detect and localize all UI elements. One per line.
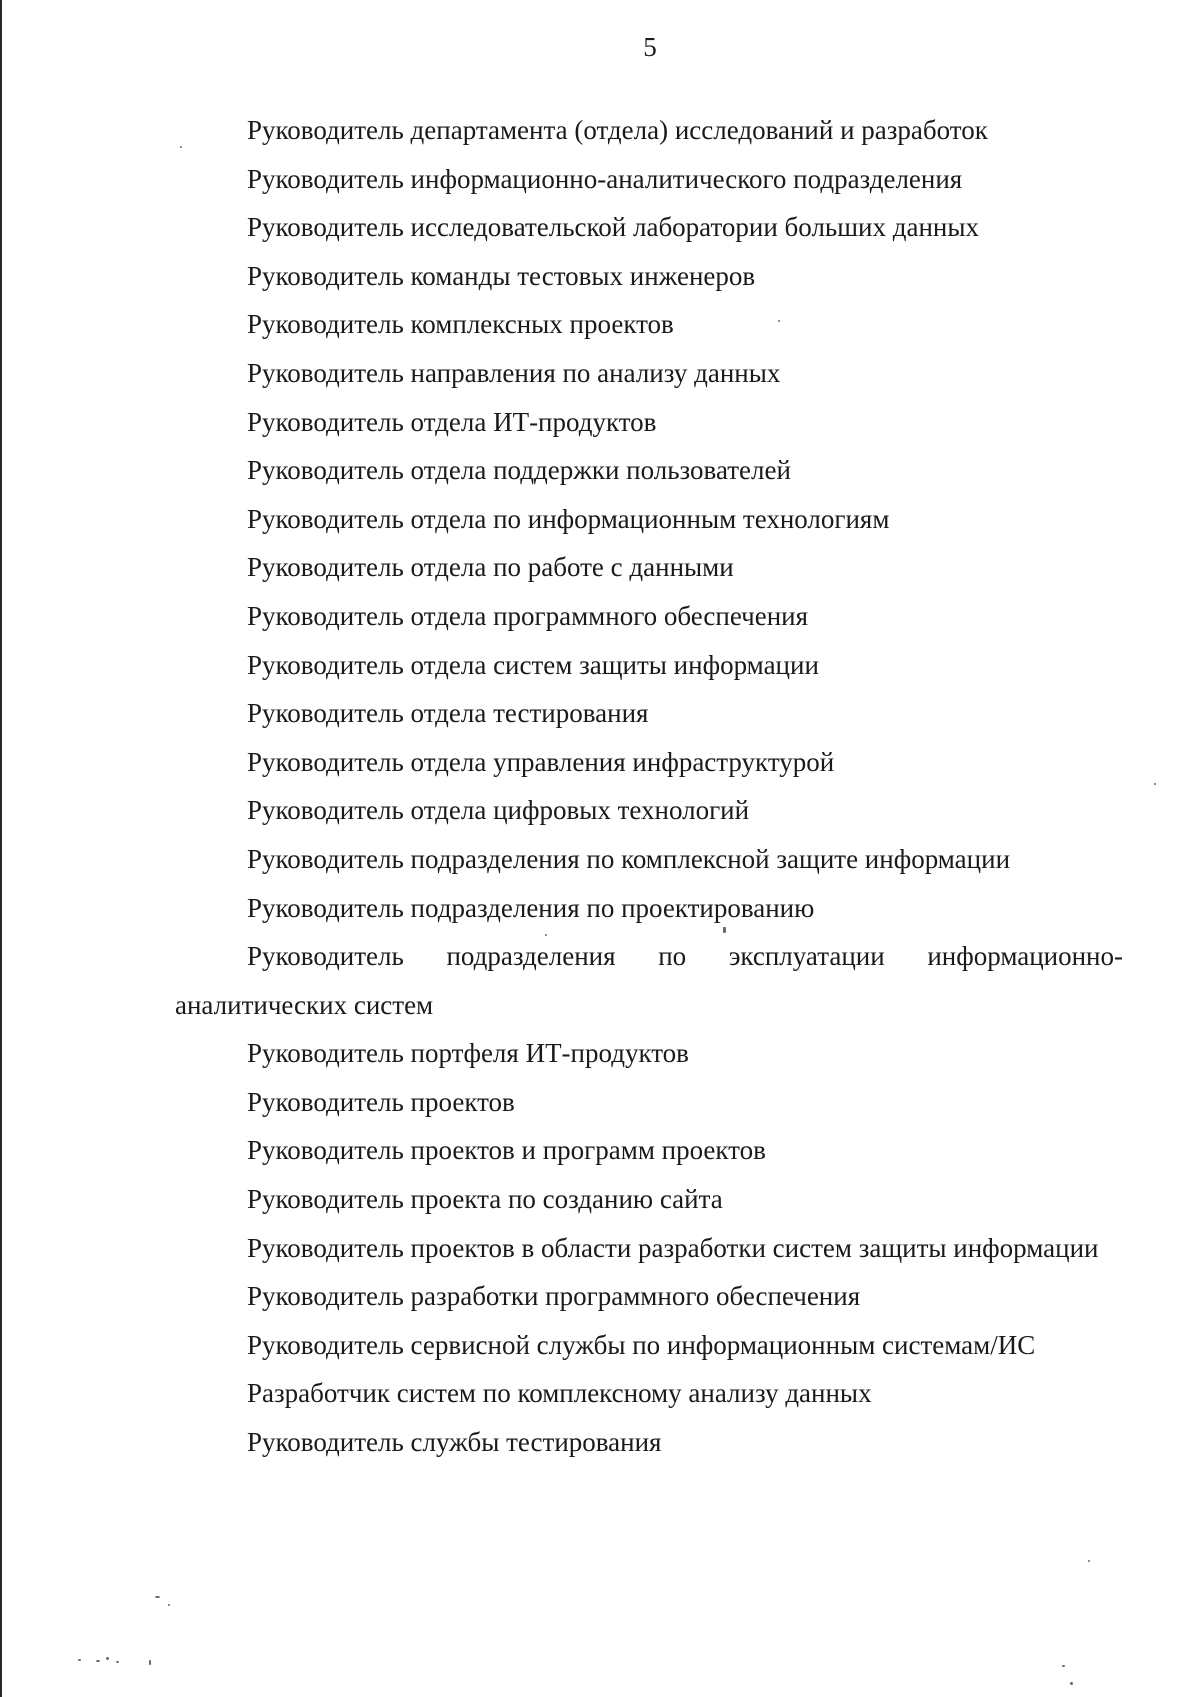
scan-speck xyxy=(1062,1665,1065,1667)
scan-speck xyxy=(168,1604,170,1606)
list-item: Руководитель отдела по информационным технологиям xyxy=(247,503,890,534)
scan-speck xyxy=(78,1659,81,1661)
list-item: Руководитель команды тестовых инженеров xyxy=(247,260,756,291)
list-item: Руководитель портфеля ИТ-продуктов xyxy=(247,1038,689,1069)
list-item: Руководитель проекта по созданию сайта xyxy=(247,1184,723,1215)
list-item: Руководитель подразделения по эксплуатации информационно-аналитических систем xyxy=(175,941,1123,1020)
list-item: Руководитель отдела программного обеспечения xyxy=(247,600,809,631)
scan-speck xyxy=(778,320,780,322)
scan-speck xyxy=(723,927,726,933)
position-list xyxy=(175,106,1123,1467)
list-item: Руководитель сервисной службы по информационным системам/ИС xyxy=(247,1329,1036,1360)
scan-speck xyxy=(545,934,547,936)
list-item: Руководитель отдела цифровых технологий xyxy=(247,795,750,826)
scan-speck xyxy=(1154,783,1156,785)
scan-speck xyxy=(116,1661,119,1663)
scan-speck xyxy=(96,1660,100,1662)
list-item: Руководитель отдела по работе с данными xyxy=(247,552,734,583)
list-item: Руководитель отдела управления инфраструктурой xyxy=(247,746,835,777)
scan-speck xyxy=(180,146,182,148)
list-item: Руководитель разработки программного обеспечения xyxy=(247,1281,861,1312)
scan-speck xyxy=(149,1660,151,1665)
list-item: Руководитель отдела ИТ-продуктов xyxy=(247,406,657,437)
list-item: Руководитель подразделения по проектированию xyxy=(247,892,815,923)
list-item: Разработчик систем по комплексному анализу данных xyxy=(247,1378,872,1409)
list-item: Руководитель комплексных проектов xyxy=(247,309,674,340)
page-number: 5 xyxy=(643,32,657,62)
list-item: Руководитель информационно-аналитического подразделения xyxy=(247,163,963,194)
scan-speck xyxy=(1070,1682,1073,1685)
list-item: Руководитель службы тестирования xyxy=(247,1427,662,1458)
list-item: Руководитель проектов xyxy=(247,1086,515,1117)
list-item: Руководитель проектов в области разработки систем защиты информации xyxy=(247,1232,1099,1263)
list-item: Руководитель исследовательской лаборатории больших данных xyxy=(247,212,979,243)
list-item: Руководитель проектов и программ проектов xyxy=(247,1135,766,1166)
list-item: Руководитель подразделения по комплексной защите информации xyxy=(247,843,1011,874)
scan-speck xyxy=(1088,1560,1090,1562)
list-item: Руководитель департамента (отдела) исследований и разработок xyxy=(247,115,988,145)
list-item: Руководитель отдела тестирования xyxy=(247,698,649,729)
scan-speck xyxy=(155,1596,160,1598)
list-item: Руководитель отдела систем защиты информации xyxy=(247,649,819,680)
scan-speck xyxy=(106,1657,109,1660)
scan-edge-line xyxy=(0,0,2,1697)
list-item: Руководитель направления по анализу данных xyxy=(247,357,781,388)
list-item: Руководитель отдела поддержки пользователей xyxy=(247,455,791,486)
